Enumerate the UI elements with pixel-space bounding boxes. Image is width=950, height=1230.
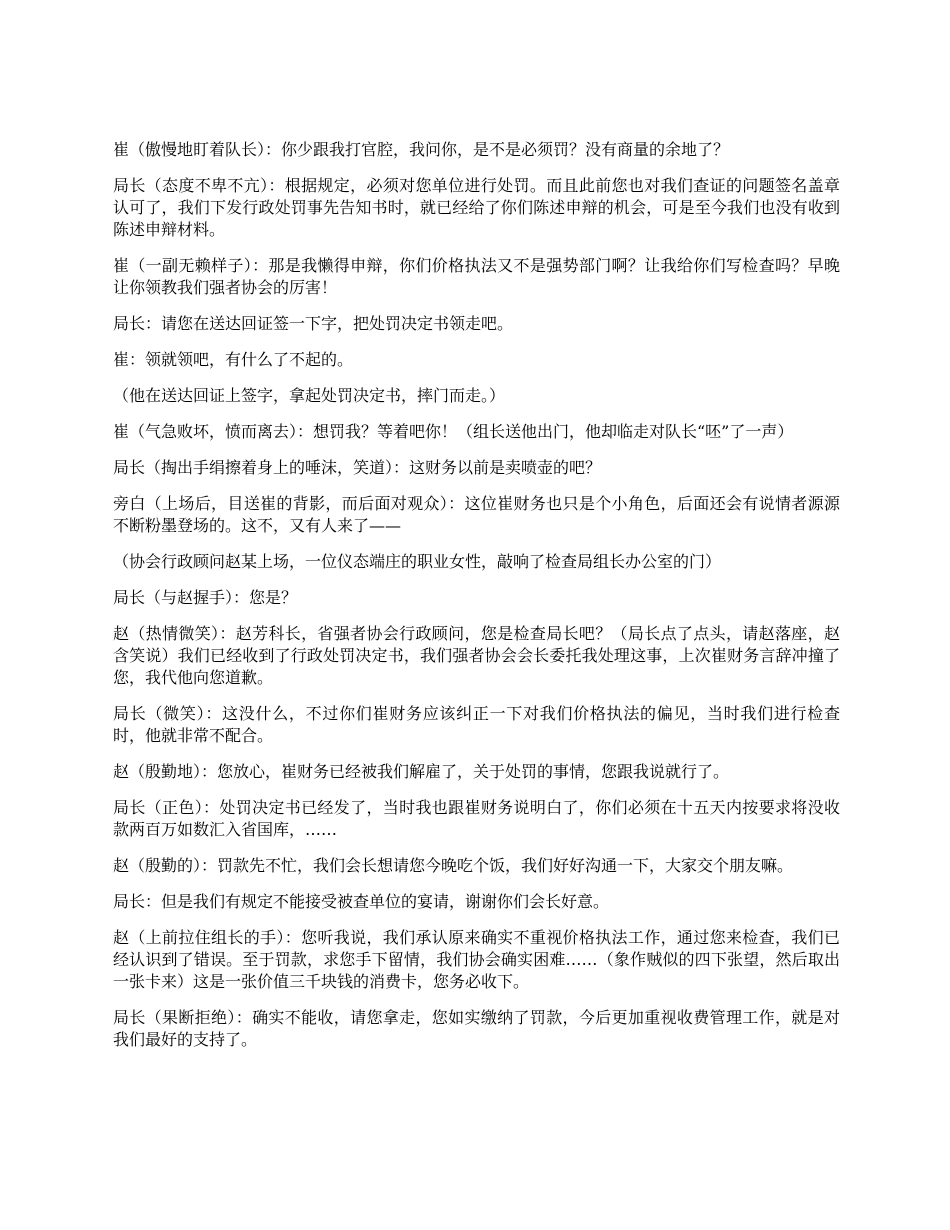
dialogue-paragraph-3: 崔（一副无赖样子）：那是我懒得申辩，你们价格执法又不是强势部门啊？让我给你们写检查吗？早晚让你领教我们强者协会的厉害！ xyxy=(113,256,840,297)
dialogue-paragraph-7: 崔（气急败坏，愤而离去）：想罚我？等着吧你！（组长送他出门，他却临走对队长“呸”了一声） xyxy=(113,422,794,441)
stage-direction-2: （协会行政顾问赵某上场，一位仪态端庄的职业女性，敲响了检查局组长办公室的门） xyxy=(113,552,722,571)
dialogue-paragraph-2: 局长（态度不卑不亢）：根据规定，必须对您单位进行处罚。而且此前您也对我们查证的问题签名盖章认可了，我们下发行政处罚事先告知书时，就已经给了你们陈述申辩的机会，可是至今我们也没有收到陈述申辩材料。 xyxy=(113,176,840,239)
dialogue-paragraph-5: 崔：领就领吧，有什么了不起的。 xyxy=(113,350,354,369)
dialogue-paragraph-11: 局长（与赵握手）：您是？ xyxy=(113,588,298,607)
dialogue-paragraph-16: 赵（殷勤的）：罚款先不忙，我们会长想请您今晚吃个饭，我们好好沟通一下，大家交个朋友嘛。 xyxy=(113,856,794,875)
dialogue-paragraph-1: 崔（傲慢地盯着队长）：你少跟我打官腔，我问你，是不是必须罚？没有商量的余地了？ xyxy=(113,140,730,159)
dialogue-paragraph-14: 赵（殷勤地）：您放心，崔财务已经被我们解雇了，关于处罚的事情，您跟我说就行了。 xyxy=(113,762,730,781)
dialogue-paragraph-8: 局长（掏出手绢擦着身上的唾沫，笑道）：这财务以前是卖喷壶的吧？ xyxy=(113,458,602,477)
dialogue-paragraph-19: 局长（果断拒绝）：确实不能收，请您拿走，您如实缴纳了罚款，今后更加重视收费管理工作，就是对我们最好的支持了。 xyxy=(113,1008,840,1049)
dialogue-paragraph-15: 局长（正色）：处罚决定书已经发了，当时我也跟崔财务说明白了，你们必须在十五天内按要求将没收款两百万如数汇入省国库，…… xyxy=(113,798,840,839)
dialogue-paragraph-4: 局长：请您在送达回证签一下字，把处罚决定书领走吧。 xyxy=(113,314,514,333)
dialogue-paragraph-18: 赵（上前拉住组长的手）：您听我说，我们承认原来确实不重视价格执法工作，通过您来检查，我们已经认识到了错误。至于罚款，求您手下留情，我们协会确实困难……（象作贼似的四下张望，然后取出一张卡来）这是一张价值三千块钱的消费卡，您务必收下。 xyxy=(113,928,840,991)
stage-direction-1: （他在送达回证上签字，拿起处罚决定书，摔门而走。） xyxy=(113,386,506,405)
narration-paragraph: 旁白（上场后，目送崔的背影，而后面对观众）：这位崔财务也只是个小角色，后面还会有说情者源源不断粉墨登场的。这不，又有人来了—— xyxy=(113,494,840,535)
document-body xyxy=(113,139,840,1065)
dialogue-paragraph-12: 赵（热情微笑）：赵芳科长，省强者协会行政顾问，您是检查局长吧？（局长点了点头，请赵落座，赵含笑说）我们已经收到了行政处罚决定书，我们强者协会会长委托我处理这事，上次崔财务言辞冲撞了您，我代他向您道歉。 xyxy=(113,624,840,687)
dialogue-paragraph-17: 局长：但是我们有规定不能接受被查单位的宴请，谢谢你们会长好意。 xyxy=(113,892,610,911)
dialogue-paragraph-13: 局长（微笑）：这没什么，不过你们崔财务应该纠正一下对我们价格执法的偏见，当时我们进行检查时，他就非常不配合。 xyxy=(113,704,840,745)
